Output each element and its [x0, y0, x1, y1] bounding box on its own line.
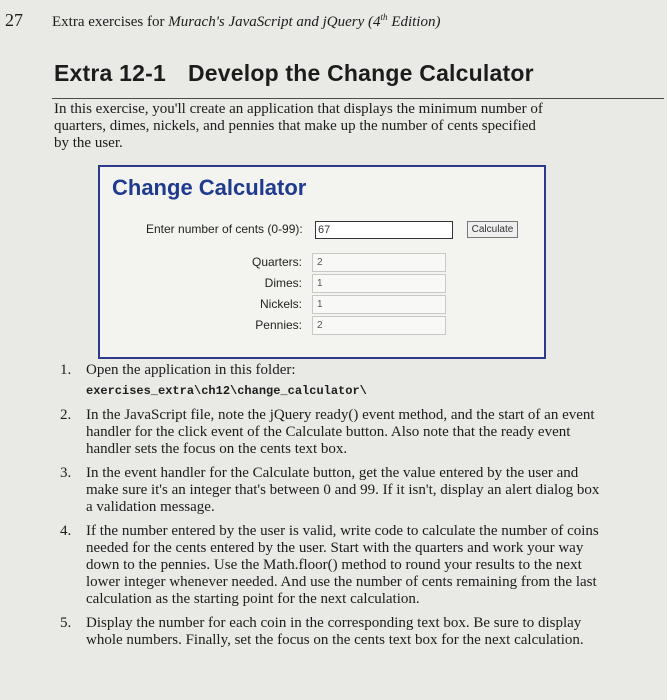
- step-5: [60, 615, 605, 649]
- running-header-plain: Extra exercises for: [52, 14, 169, 30]
- step-text: In the event handler for the Calculate button, get the value entered by the user and make sure it's an integer that's between 0 and 99. If it isn't, display an alert dialog box a validation message.: [86, 465, 600, 515]
- quarters-row: [220, 253, 330, 273]
- change-calculator-app: [98, 165, 546, 359]
- exercise-number: Extra 12-1: [54, 60, 166, 86]
- cents-input[interactable]: 67: [315, 221, 453, 239]
- running-header: [52, 12, 440, 31]
- dimes-row: [220, 274, 330, 294]
- step-number: 2.: [60, 407, 72, 423]
- title-divider: [52, 98, 664, 99]
- quarters-label: Quarters:: [251, 255, 302, 269]
- step-text: In the JavaScript file, note the jQuery ready() event method, and the start of an event handler for the click event of the Calculate button. Also note that the ready event handler sets the focus on the cents text box.: [86, 407, 595, 457]
- step-1: [60, 362, 605, 400]
- running-header-end: Edition): [387, 14, 441, 30]
- exercise-intro: In this exercise, you'll create an application that displays the minimum number of quarters, dimes, nickels, and pennies that make up the number of cents specified by the user.: [54, 101, 543, 151]
- step-number: 4.: [60, 523, 72, 539]
- dimes-label: Dimes:: [264, 276, 302, 290]
- nickels-field[interactable]: 1: [312, 295, 446, 314]
- dimes-field[interactable]: 1: [312, 274, 446, 293]
- step-3: [60, 465, 605, 516]
- app-title: Change Calculator: [112, 175, 307, 200]
- step-number: 3.: [60, 465, 72, 481]
- running-header-italic: Murach's JavaScript and jQuery (4: [168, 14, 381, 30]
- step-number: 1.: [60, 362, 72, 378]
- exercise-title: [54, 60, 534, 87]
- running-header-book-title: [168, 14, 440, 30]
- step-number: 5.: [60, 615, 72, 631]
- steps-list: [60, 362, 605, 656]
- step-4: [60, 523, 605, 608]
- nickels-row: [220, 295, 330, 315]
- step-text: If the number entered by the user is valid, write code to calculate the number of coins needed for the cents entered by the user. Start with the quarters and work your way down to the pennies. Use the Math.floor() method to round your results to the next lower integer whenever needed. And use the number of cents remaining from the last calculation as the starting point for the next calculation.: [86, 523, 599, 607]
- folder-path: exercises_extra\ch12\change_calculator\: [86, 384, 367, 398]
- pennies-field[interactable]: 2: [312, 316, 446, 335]
- step-text: Open the application in this folder:: [86, 362, 296, 378]
- quarters-field[interactable]: 2: [312, 253, 446, 272]
- exercise-name: Develop the Change Calculator: [187, 60, 534, 86]
- calculate-button[interactable]: Calculate: [467, 221, 518, 238]
- page-number: 27: [5, 10, 23, 30]
- cents-label: Enter number of cents (0-99):: [146, 222, 303, 236]
- running-header-sup: th: [380, 12, 388, 22]
- step-text: Display the number for each coin in the corresponding text box. Be sure to display whole numbers. Finally, set the focus on the cents text box for the next calculation.: [86, 615, 584, 648]
- pennies-row: [220, 316, 330, 336]
- nickels-label: Nickels:: [259, 297, 302, 311]
- pennies-label: Pennies:: [255, 318, 302, 332]
- step-2: [60, 407, 605, 458]
